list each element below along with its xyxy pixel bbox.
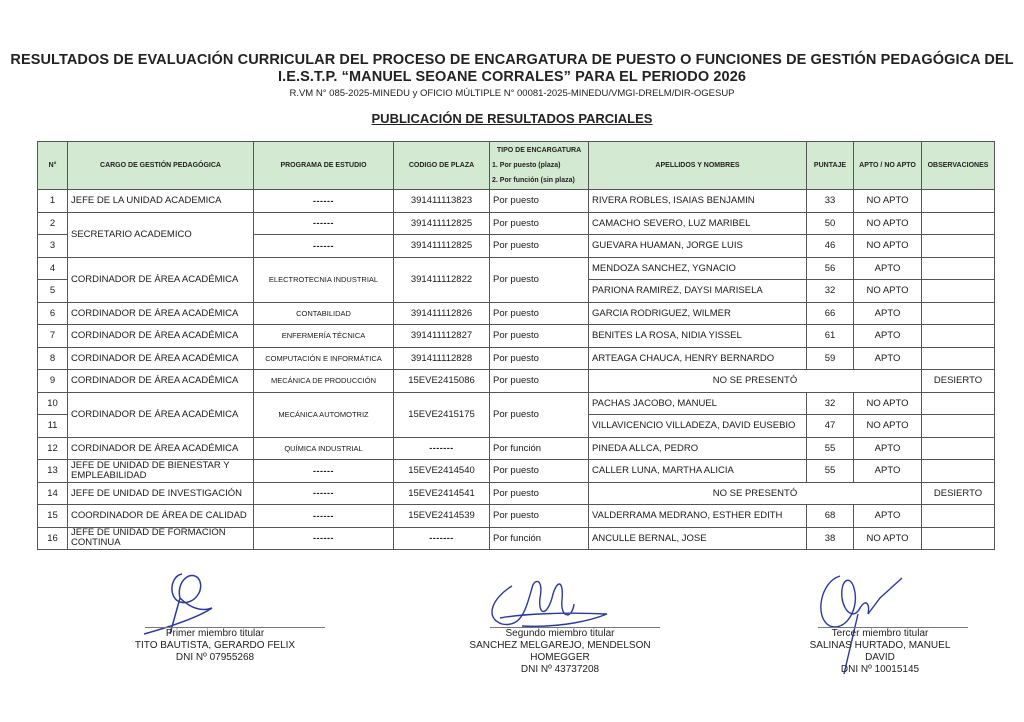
- signature-name-1: TITO BAUTISTA, GERARDO FELIX: [134, 640, 296, 651]
- cell-apto: NO APTO: [854, 280, 922, 303]
- cell-programa: MECÁNICA AUTOMOTRIZ: [254, 392, 394, 437]
- cell-num: 13: [38, 460, 68, 483]
- cell-puntaje: 47: [807, 415, 854, 438]
- table-row: [38, 257, 995, 280]
- cell-puntaje: 61: [807, 325, 854, 348]
- cell-codigo: 391411112825: [394, 235, 490, 258]
- cell-num: 9: [38, 370, 68, 393]
- document-title-line1: RESULTADOS DE EVALUACIÓN CURRICULAR DEL PROCESO DE ENCARGATURA DE PUESTO O FUNCIONES DE GESTIÓN PEDAGÓGICA DEL: [10, 52, 1014, 68]
- cell-programa: ELECTROTECNIA INDUSTRIAL: [254, 257, 394, 302]
- cell-nombre: CAMACHO SEVERO, LUZ MARIBEL: [589, 212, 807, 235]
- cell-observaciones: DESIERTO: [922, 370, 995, 393]
- cell-tipo: Por puesto: [490, 482, 589, 505]
- cell-programa: COMPUTACIÓN E INFORMÁTICA: [254, 347, 394, 370]
- header-tipo-title: TIPO DE ENCARGATURA: [496, 147, 582, 154]
- cell-codigo: -------: [394, 437, 490, 460]
- cell-cargo: COORDINADOR DE ÁREA DE CALIDAD: [68, 505, 254, 528]
- cell-nombre: PARIONA RAMIREZ, DAYSI MARISELA: [589, 280, 807, 303]
- header-num: N°: [38, 142, 68, 190]
- cell-observaciones: [922, 437, 995, 460]
- cell-apto: NO APTO: [854, 527, 922, 550]
- cell-tipo: Por puesto: [490, 212, 589, 235]
- signature-dni-2: DNI Nº 43737208: [520, 664, 600, 675]
- cell-nombre: CALLER LUNA, MARTHA ALICIA: [589, 460, 807, 483]
- cell-nombre: BENITES LA ROSA, NIDIA YISSEL: [589, 325, 807, 348]
- header-codigo: CODIGO DE PLAZA: [394, 142, 490, 190]
- cell-puntaje: 55: [807, 437, 854, 460]
- cell-tipo: Por puesto: [490, 370, 589, 393]
- cell-puntaje: 50: [807, 212, 854, 235]
- cell-num: 6: [38, 302, 68, 325]
- cell-programa: ------: [254, 505, 394, 528]
- table-row: [38, 527, 995, 550]
- cell-codigo: 391411112828: [394, 347, 490, 370]
- cell-num: 7: [38, 325, 68, 348]
- cell-nombre: GUEVARA HUAMAN, JORGE LUIS: [589, 235, 807, 258]
- cell-observaciones: [922, 257, 995, 280]
- cell-cargo: CORDINADOR DE ÁREA ACADÉMICA: [68, 437, 254, 460]
- cell-apto: NO APTO: [854, 235, 922, 258]
- table-row: [38, 347, 995, 370]
- publication-heading: PUBLICACIÓN DE RESULTADOS PARCIALES: [371, 111, 653, 126]
- cell-apto: APTO: [854, 437, 922, 460]
- cell-puntaje: 66: [807, 302, 854, 325]
- cell-observaciones: [922, 347, 995, 370]
- cell-cargo: CORDINADOR DE ÁREA ACADÉMICA: [68, 325, 254, 348]
- cell-apto: APTO: [854, 257, 922, 280]
- cell-nombre: PACHAS JACOBO, MANUEL: [589, 392, 807, 415]
- cell-programa: ------: [254, 460, 394, 483]
- cell-codigo: 15EVE2414541: [394, 482, 490, 505]
- cell-apto: NO APTO: [854, 212, 922, 235]
- cell-apto: NO APTO: [854, 392, 922, 415]
- cell-nombre: GARCIA RODRIGUEZ, WILMER: [589, 302, 807, 325]
- cell-num: 15: [38, 505, 68, 528]
- cell-num: 14: [38, 482, 68, 505]
- header-puntaje: PUNTAJE: [807, 142, 854, 190]
- cell-codigo: 391411113823: [394, 190, 490, 213]
- cell-observaciones: [922, 460, 995, 483]
- cell-apto: NO APTO: [854, 415, 922, 438]
- cell-nombre: ANCULLE BERNAL, JOSE: [589, 527, 807, 550]
- cell-nombre: MENDOZA SANCHEZ, YGNACIO: [589, 257, 807, 280]
- signature-block-2: [440, 628, 680, 676]
- cell-tipo: Por puesto: [490, 460, 589, 483]
- cell-programa: ------: [254, 527, 394, 550]
- cell-codigo: 391411112826: [394, 302, 490, 325]
- cell-cargo: JEFE DE UNIDAD DE FORMACIÓN CONTINUA: [68, 527, 254, 550]
- signature-role-2: Segundo miembro titular: [505, 628, 615, 639]
- document-title-line2: I.E.S.T.P. “MANUEL SEOANE CORRALES” PARA EL PERIODO 2026: [277, 69, 747, 85]
- cell-puntaje: 32: [807, 392, 854, 415]
- cell-nombre: VALDERRAMA MEDRANO, ESTHER EDITH: [589, 505, 807, 528]
- header-tipo-option-1: 1. Por puesto (plaza): [492, 162, 561, 169]
- signature-name-2: SANCHEZ MELGAREJO, MENDELSON: [469, 640, 651, 651]
- header-apto: APTO / NO APTO: [854, 142, 922, 190]
- table-row: [38, 392, 995, 415]
- cell-no-show: NO SE PRESENTÓ: [589, 482, 922, 505]
- cell-cargo: CORDINADOR DE ÁREA ACADÉMICA: [68, 392, 254, 437]
- header-tipo: [490, 142, 589, 190]
- table-row: [38, 212, 995, 235]
- cell-programa: ------: [254, 235, 394, 258]
- cell-tipo: Por puesto: [490, 257, 589, 302]
- cell-puntaje: 59: [807, 347, 854, 370]
- cell-codigo: 15EVE2414540: [394, 460, 490, 483]
- cell-programa: ------: [254, 190, 394, 213]
- cell-observaciones: [922, 415, 995, 438]
- cell-cargo: SECRETARIO ACADEMICO: [68, 212, 254, 257]
- cell-tipo: Por puesto: [490, 505, 589, 528]
- cell-num: 4: [38, 257, 68, 280]
- signature-name-2b: HOMEGGER: [530, 652, 590, 663]
- signature-name-3b: DAVID: [865, 652, 895, 663]
- cell-codigo: 15EVE2414539: [394, 505, 490, 528]
- cell-num: 1: [38, 190, 68, 213]
- cell-observaciones: [922, 280, 995, 303]
- cell-nombre: PINEDA ALLCA, PEDRO: [589, 437, 807, 460]
- table-row: [38, 325, 995, 348]
- cell-codigo: 15EVE2415086: [394, 370, 490, 393]
- cell-observaciones: [922, 505, 995, 528]
- cell-nombre: ARTEAGA CHAUCA, HENRY BERNARDO: [589, 347, 807, 370]
- header-observaciones: OBSERVACIONES: [922, 142, 995, 190]
- table-row: [38, 482, 995, 505]
- signature-name-3: SALINAS HURTADO, MANUEL: [809, 640, 951, 651]
- cell-tipo: Por puesto: [490, 302, 589, 325]
- cell-tipo: Por función: [490, 437, 589, 460]
- document-subtitle: R.VM N° 085-2025-MINEDU y OFICIO MÚLTIPLE N° 00081-2025-MINEDU/VMGI-DRELM/DIR-OGESUP: [289, 88, 735, 99]
- header-programa: PROGRAMA DE ESTUDIO: [254, 142, 394, 190]
- signature-role-1: Primer miembro titular: [165, 628, 265, 639]
- cell-cargo: JEFE DE UNIDAD DE BIENESTAR Y EMPLEABILIDAD: [68, 460, 254, 483]
- cell-nombre: RIVERA ROBLES, ISAIAS BENJAMIN: [589, 190, 807, 213]
- cell-tipo: Por puesto: [490, 347, 589, 370]
- cell-puntaje: 55: [807, 460, 854, 483]
- cell-puntaje: 32: [807, 280, 854, 303]
- cell-tipo: Por puesto: [490, 235, 589, 258]
- cell-apto: NO APTO: [854, 190, 922, 213]
- cell-cargo: JEFE DE LA UNIDAD ACADEMICA: [68, 190, 254, 213]
- table-row: [38, 460, 995, 483]
- cell-observaciones: [922, 190, 995, 213]
- table-row: [38, 302, 995, 325]
- cell-codigo: 15EVE2415175: [394, 392, 490, 437]
- cell-num: 16: [38, 527, 68, 550]
- cell-cargo: JEFE DE UNIDAD DE INVESTIGACIÓN: [68, 482, 254, 505]
- cell-apto: APTO: [854, 505, 922, 528]
- cell-puntaje: 68: [807, 505, 854, 528]
- cell-num: 11: [38, 415, 68, 438]
- cell-observaciones: [922, 212, 995, 235]
- cell-cargo: CORDINADOR DE ÁREA ACADÉMICA: [68, 370, 254, 393]
- signature-role-3: Tercer miembro titular: [831, 628, 929, 639]
- cell-tipo: Por puesto: [490, 190, 589, 213]
- cell-codigo: 391411112822: [394, 257, 490, 302]
- cell-apto: APTO: [854, 347, 922, 370]
- cell-programa: QUÍMICA INDUSTRIAL: [254, 437, 394, 460]
- cell-puntaje: 33: [807, 190, 854, 213]
- cell-observaciones: [922, 392, 995, 415]
- cell-nombre: VILLAVICENCIO VILLADEZA, DAVID EUSEBIO: [589, 415, 807, 438]
- header-tipo-option-2: 2. Por función (sin plaza): [492, 177, 575, 184]
- table-row: [38, 505, 995, 528]
- cell-codigo: 391411112825: [394, 212, 490, 235]
- table-row: [38, 370, 995, 393]
- cell-num: 2: [38, 212, 68, 235]
- cell-apto: APTO: [854, 460, 922, 483]
- cell-tipo: Por función: [490, 527, 589, 550]
- cell-observaciones: DESIERTO: [922, 482, 995, 505]
- cell-cargo: CORDINADOR DE ÁREA ACADÉMICA: [68, 347, 254, 370]
- cell-codigo: 391411112827: [394, 325, 490, 348]
- cell-observaciones: [922, 325, 995, 348]
- cell-num: 8: [38, 347, 68, 370]
- results-table: [37, 141, 995, 550]
- signature-dni-3: DNI Nº 10015145: [840, 664, 920, 675]
- cell-no-show: NO SE PRESENTÓ: [589, 370, 922, 393]
- cell-tipo: Por puesto: [490, 392, 589, 437]
- cell-num: 12: [38, 437, 68, 460]
- cell-programa: ------: [254, 482, 394, 505]
- header-nombres: APELLIDOS Y NOMBRES: [589, 142, 807, 190]
- cell-num: 10: [38, 392, 68, 415]
- cell-num: 3: [38, 235, 68, 258]
- cell-cargo: CORDINADOR DE ÁREA ACADÉMICA: [68, 302, 254, 325]
- cell-num: 5: [38, 280, 68, 303]
- cell-puntaje: 56: [807, 257, 854, 280]
- cell-programa: ENFERMERÍA TÉCNICA: [254, 325, 394, 348]
- cell-tipo: Por puesto: [490, 325, 589, 348]
- cell-programa: MECÁNICA DE PRODUCCIÓN: [254, 370, 394, 393]
- cell-observaciones: [922, 302, 995, 325]
- cell-observaciones: [922, 235, 995, 258]
- cell-puntaje: 38: [807, 527, 854, 550]
- table-header-row: [38, 142, 995, 190]
- cell-programa: CONTABILIDAD: [254, 302, 394, 325]
- cell-puntaje: 46: [807, 235, 854, 258]
- table-row: [38, 437, 995, 460]
- cell-observaciones: [922, 527, 995, 550]
- cell-apto: APTO: [854, 325, 922, 348]
- signature-block-1: [100, 628, 330, 664]
- cell-apto: APTO: [854, 302, 922, 325]
- table-row: [38, 190, 995, 213]
- signature-block-3: [770, 628, 990, 676]
- cell-codigo: -------: [394, 527, 490, 550]
- header-cargo: CARGO DE GESTIÓN PEDAGÓGICA: [68, 142, 254, 190]
- cell-programa: ------: [254, 212, 394, 235]
- cell-cargo: CORDINADOR DE ÁREA ACADÉMICA: [68, 257, 254, 302]
- signature-dni-1: DNI Nº 07955268: [175, 652, 255, 663]
